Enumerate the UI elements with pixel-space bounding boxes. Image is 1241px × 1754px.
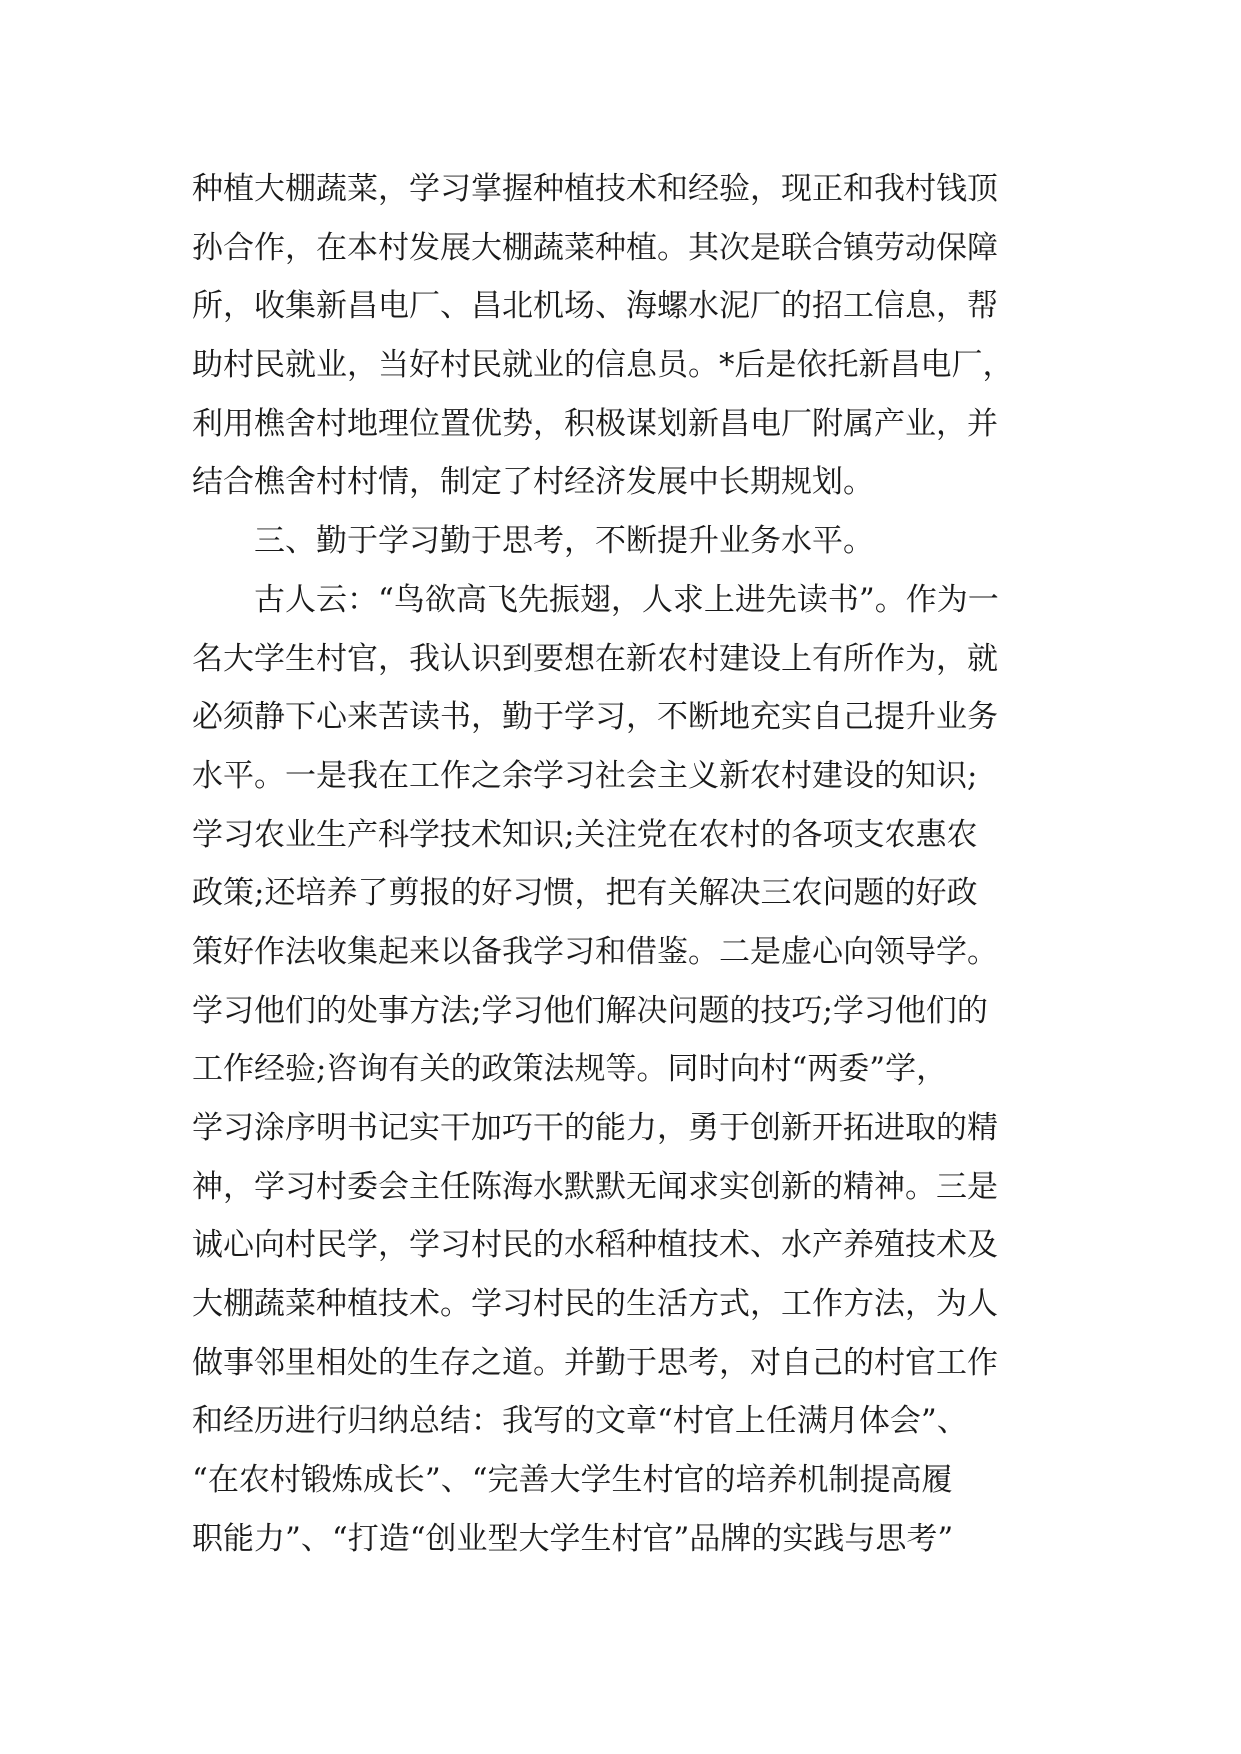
text-line: 做事邻里相处的生存之道。并勤于思考，对自己的村官工作 <box>192 1344 998 1381</box>
text-line: 诚心向村民学，学习村民的水稻种植技术、水产养殖技术及 <box>192 1227 998 1264</box>
text-line: 利用樵舍村地理位置优势，积极谋划新昌电厂附属产业，并 <box>192 405 998 442</box>
text-line: 和经历进行归纳总结：我写的文章“村官上任满月体会”、 <box>192 1403 968 1440</box>
text-line: 大棚蔬菜种植技术。学习村民的生活方式，工作方法，为人 <box>192 1286 998 1323</box>
section-heading: 三、勤于学习勤于思考，不断提升业务水平。 <box>254 523 874 560</box>
text-line: 学习涂序明书记实干加巧干的能力，勇于创新开拓进取的精 <box>192 1110 998 1146</box>
text-line: 名大学生村官，我认识到要想在新农村建设上有所作为，就 <box>192 640 998 677</box>
text-line: “在农村锻炼成长”、“完善大学生村官的培养机制提高履 <box>192 1462 953 1499</box>
text-line: 工作经验;咨询有关的政策法规等。同时向村“两委”学， <box>192 1051 948 1088</box>
text-line: 神，学习村委会主任陈海水默默无闻求实创新的精神。三是 <box>192 1168 998 1205</box>
text-line: 种植大棚蔬菜，学习掌握种植技术和经验，现正和我村钱顶 <box>192 171 998 207</box>
text-line: 学习他们的处事方法;学习他们解决问题的技巧;学习他们的 <box>192 992 988 1029</box>
text-line: 策好作法收集起来以备我学习和借鉴。二是虚心向领导学。 <box>192 933 998 970</box>
text-line: 孙合作，在本村发展大棚蔬菜种植。其次是联合镇劳动保障 <box>192 229 998 266</box>
text-line: 职能力”、“打造“创业型大学生村官”品牌的实践与思考” <box>192 1520 954 1557</box>
text-line: 水平。一是我在工作之余学习社会主义新农村建设的知识; <box>192 757 978 794</box>
text-line: 所，收集新昌电厂、昌北机场、海螺水泥厂的招工信息，帮 <box>192 288 998 325</box>
text-line: 助村民就业，当好村民就业的信息员。*后是依托新昌电厂， <box>192 347 1014 384</box>
text-line: 学习农业生产科学技术知识;关注党在农村的各项支农惠农 <box>192 816 978 853</box>
text-line: 必须静下心来苦读书，勤于学习，不断地充实自己提升业务 <box>192 699 998 736</box>
body-text <box>192 160 1072 1569</box>
text-line: 政策;还培养了剪报的好习惯，把有关解决三农问题的好政 <box>192 875 978 912</box>
text-line: 结合樵舍村村情，制定了村经济发展中长期规划。 <box>192 464 874 501</box>
text-line: 古人云：“鸟欲高飞先振翅，人求上进先读书”。作为一 <box>254 581 999 618</box>
